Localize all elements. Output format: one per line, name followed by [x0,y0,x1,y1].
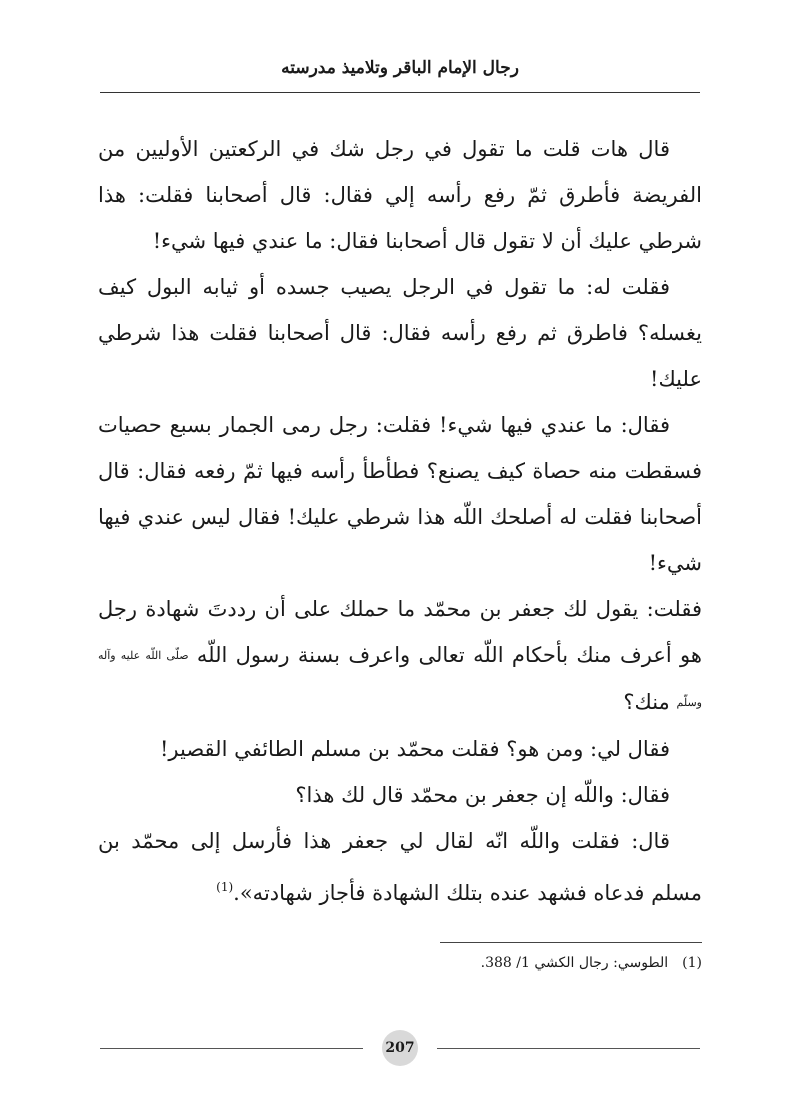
paragraph: فقال لي: ومن هو؟ فقلت محمّد بن مسلم الطائفي القصير! [159,737,670,761]
running-header: رجال الإمام الباقر وتلاميذ مدرسته [281,58,519,78]
paragraph-text: قال: فقلت واللّه انّه لقال لي جعفر هذا فأرسل إلى محمّد بن مسلم فدعاه فشهد عنده بتلك الشهادة فأجاز شهادته». [98,829,702,905]
paragraph [98,586,702,726]
paragraph-text: فقلت: يقول لك جعفر بن محمّد ما حملك على أن رددتَ شهادة رجل هو أعرف منك بأحكام اللّه تعالى واعرف بسنة رسول اللّه [98,597,702,667]
header-divider [100,92,700,93]
paragraph: قال هات قلت ما تقول في رجل شك في الركعتين الأوليين من الفريضة فأطرق ثمّ رفع رأسه إلي فقال: قال أصحابنا فقلت: هذا شرطي عليك أن لا تقول قال أصحابنا فقال: ما عندي فيها شيء! [98,137,702,253]
paragraph: فقال: ما عندي فيها شيء! فقلت: رجل رمى الجمار بسبع حصيات فسقطت منه حصاة كيف يصنع؟ فطأطأ رأسه فيها ثمّ رفعه فقال: قال أصحابنا فقلت له أصلحك اللّه هذا شرطي عليك! فقال ليس عندي فيها شيء! [98,413,702,575]
footnote-text: الطوسي: رجال الكشي 1/ 388. [480,955,669,971]
page-number: 207 [382,1030,418,1066]
footer-rule-right [437,1048,700,1049]
footnote-reference[interactable]: (1) [216,880,234,894]
paragraph [98,818,702,916]
footnote-divider [440,942,702,943]
footer-rule-left [100,1048,363,1049]
paragraph: فقال: واللّه إن جعفر بن محمّد قال لك هذا؟ [295,783,670,807]
paragraph-text: منك؟ [623,690,670,714]
footnote [98,955,702,971]
footnote-number: (1) [682,955,702,971]
main-text [98,126,702,916]
paragraph: فقلت له: ما تقول في الرجل يصيب جسده أو ثيابه البول كيف يغسله؟ فاطرق ثم رفع رأسه فقال: قال أصحابنا فقلت هذا شرطي عليك! [98,275,702,391]
honorific-symbol: صلّى اللّه عليه وآله وسلّم [98,649,702,709]
